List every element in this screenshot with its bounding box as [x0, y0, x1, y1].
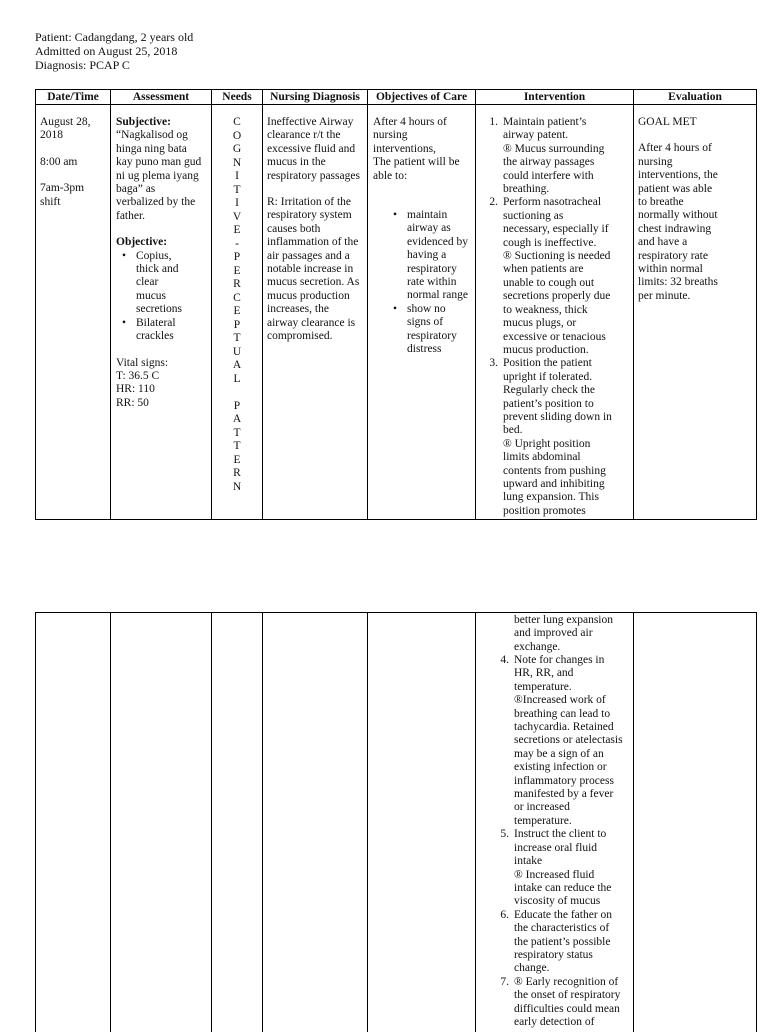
intervention-line: necessary, especially if — [503, 223, 609, 236]
needs-letter: E — [233, 224, 241, 236]
evaluation-line: nursing — [638, 155, 673, 168]
objective-line: thick and — [136, 263, 179, 276]
needs-letter: T — [233, 332, 241, 344]
objectives-intro-line: able to: — [373, 169, 408, 182]
subjective-line: baga” as — [116, 183, 156, 196]
objectives-intro-line: nursing — [373, 129, 408, 142]
intervention-number: 1. — [489, 116, 498, 128]
col-header-nursing-diagnosis: Nursing Diagnosis — [270, 91, 360, 103]
needs-letter: E — [233, 264, 241, 277]
needs-letter: R — [233, 467, 241, 479]
needs-letter — [212, 386, 262, 400]
intervention-line: may be a sign of an — [514, 747, 604, 760]
intervention-line: Regularly check the — [503, 384, 595, 397]
intervention-line: ® Early recognition of — [514, 975, 619, 988]
intervention-number: 4. — [500, 654, 509, 666]
needs-letter: E — [233, 453, 241, 466]
intervention-line: change. — [514, 962, 550, 975]
patient-header — [35, 30, 193, 72]
vital-temp: T: 36.5 C — [116, 369, 160, 382]
rationale-line: air passages and a — [267, 249, 350, 262]
goal-line: normal range — [407, 289, 468, 302]
needs-letter: P — [233, 251, 241, 263]
intervention-cell-continued-list — [491, 654, 633, 1029]
needs-letter: V — [232, 210, 242, 223]
intervention-line: excessive or tenacious — [503, 330, 606, 343]
intervention-line: limits abdominal — [503, 451, 581, 464]
objectives-cell — [373, 116, 474, 357]
intervention-item — [491, 828, 633, 908]
objective-goal — [387, 303, 474, 357]
goal-line: evidenced by — [407, 235, 468, 248]
rationale-line: mucus secretion. As — [267, 276, 360, 289]
subjective-line: “Nagkalisod og — [116, 129, 188, 142]
intervention-line: difficulties could mean — [514, 1002, 620, 1015]
intervention-number: 2. — [489, 196, 498, 209]
patient-name: Patient: Cadangdang, 2 years old — [35, 30, 194, 44]
objective-line: mucus — [136, 289, 167, 302]
shift-line: 7am-3pm — [40, 182, 85, 195]
shift-line: shift — [40, 195, 61, 208]
goal-status: GOAL MET — [638, 116, 697, 128]
intervention-line: ® Suctioning is needed — [503, 250, 611, 263]
intervention-item — [491, 909, 633, 976]
time-text: 8:00 am — [40, 155, 78, 168]
rationale-line: increases, the — [267, 303, 329, 316]
intervention-item — [480, 357, 632, 518]
rationale-line: compromised. — [267, 330, 333, 343]
goal-line: rate within — [407, 276, 457, 289]
intervention-number: 5. — [500, 828, 509, 841]
intervention-line: inflammatory process — [514, 774, 614, 787]
intervention-line: position promotes — [503, 504, 586, 517]
intervention-line: could interfere with — [503, 169, 594, 182]
care-plan-table — [35, 89, 757, 520]
objectives-intro-line: interventions, — [373, 142, 436, 155]
diagnosis-line: excessive fluid and — [267, 142, 356, 155]
intervention-line: mucus production. — [503, 343, 589, 356]
col-header-datetime: Date/Time — [47, 91, 99, 103]
needs-letter: P — [233, 318, 241, 331]
goal-line: having a — [407, 249, 447, 262]
rationale-line: inflammation of the — [267, 236, 359, 249]
objective-goal — [387, 209, 474, 303]
needs-letter: A — [232, 359, 242, 371]
evaluation-line: interventions, the — [638, 169, 718, 182]
subjective-line: hinga ning bata — [116, 142, 187, 155]
needs-letter: T — [233, 440, 241, 452]
intervention-line: Perform nasotracheal — [503, 196, 602, 209]
rationale-line: respiratory system — [267, 209, 352, 222]
intervention-list — [480, 116, 632, 518]
intervention-line: suctioning as — [503, 209, 564, 222]
rationale-line: notable increase in — [267, 263, 354, 276]
col-header-evaluation: Evaluation — [668, 91, 722, 103]
intervention-item — [491, 654, 633, 828]
needs-letter: O — [232, 129, 242, 142]
intervention-line: tachycardia. Retained — [514, 721, 614, 734]
care-plan-table-continued — [35, 612, 757, 1032]
diagnosis-line: respiratory passages — [267, 169, 360, 182]
goal-line: respiratory — [407, 262, 457, 275]
intervention-line: secretions or atelectasis — [514, 734, 623, 747]
intervention-line: to weakness, thick — [503, 303, 588, 316]
needs-letter: U — [232, 345, 242, 358]
needs-letter: L — [233, 372, 241, 385]
vital-rr: RR: 50 — [116, 396, 149, 409]
diagnosis-line: clearance r/t the — [267, 129, 341, 142]
col-header-objectives: Objectives of Care — [375, 91, 468, 103]
intervention-line: or increased — [514, 801, 570, 814]
diagnosis-line: Diagnosis: PCAP C — [35, 58, 130, 72]
intervention-line: intake can reduce the — [514, 881, 612, 894]
needs-letter: G — [232, 143, 242, 155]
intervention-item — [491, 976, 633, 1030]
diagnosis-line: mucus in the — [267, 156, 326, 169]
intervention-line: manifested by a fever — [514, 788, 614, 801]
intervention-number: 3. — [489, 357, 498, 370]
intervention-line: upward and inhibiting — [503, 477, 605, 490]
intervention-cell — [480, 116, 632, 518]
objective-list — [116, 250, 210, 344]
rationale-line: airway clearance is — [267, 316, 356, 329]
intervention-line: viscosity of mucus — [514, 895, 601, 908]
datetime-cell — [40, 116, 108, 209]
rationale-line: causes both — [267, 222, 321, 235]
needs-letter: N — [232, 480, 242, 493]
intervention-line: the patient’s possible — [514, 935, 611, 948]
intervention-item — [480, 196, 632, 357]
assessment-cell — [116, 116, 210, 410]
col-header-needs: Needs — [222, 91, 252, 103]
rationale-line: R: Irritation of the — [267, 196, 351, 209]
admission-date: Admitted on August 25, 2018 — [35, 44, 178, 58]
evaluation-line: patient was able — [638, 182, 713, 195]
subjective-line: verbalized by the — [116, 196, 196, 209]
intervention-line: better lung expansion — [514, 614, 614, 626]
intervention-line: unable to cough out — [503, 276, 595, 289]
evaluation-line: to breathe — [638, 196, 684, 209]
intervention-line: and improved air — [514, 627, 593, 640]
intervention-line: airway patent. — [503, 129, 569, 142]
evaluation-line: normally without — [638, 209, 718, 222]
intervention-line: respiratory status — [514, 948, 593, 961]
intervention-line: HR, RR, and — [514, 667, 574, 680]
intervention-line: lung expansion. This — [503, 491, 599, 504]
intervention-line: bed. — [503, 424, 523, 437]
evaluation-line: After 4 hours of — [638, 142, 712, 155]
intervention-line: temperature. — [514, 814, 572, 827]
date-line: 2018 — [40, 129, 63, 142]
intervention-line: the onset of respiratory — [514, 989, 621, 1002]
intervention-line: the airway passages — [503, 156, 595, 169]
date-line: August 28, — [40, 116, 91, 128]
intervention-line: secretions properly due — [503, 290, 611, 303]
intervention-line: Educate the father on — [514, 908, 613, 921]
vitals-label: Vital signs: — [116, 356, 169, 369]
needs-letter: A — [232, 413, 242, 425]
intervention-line: patient’s position to — [503, 397, 594, 410]
intervention-line: cough is ineffective. — [503, 236, 597, 249]
needs-letter: N — [232, 156, 242, 169]
objectives-intro-line: After 4 hours of — [373, 116, 447, 128]
nursing-diagnosis-cell — [267, 116, 366, 344]
intervention-line: the characteristics of — [514, 922, 610, 935]
evaluation-line: and have a — [638, 236, 688, 249]
needs-letter: - — [235, 237, 239, 250]
intervention-line: Position the patient — [503, 357, 592, 370]
goal-line: distress — [407, 343, 442, 356]
intervention-line: upright if tolerated. — [503, 370, 593, 383]
intervention-line: Maintain patient’s — [503, 116, 587, 128]
goal-line: • maintain — [407, 209, 448, 222]
objective-line: secretions — [136, 303, 182, 316]
evaluation-line: chest indrawing — [638, 222, 712, 235]
needs-letter: P — [233, 399, 241, 412]
intervention-line: early detection of — [514, 1015, 595, 1028]
subjective-line: father. — [116, 209, 146, 222]
objective-line: • Copius, — [136, 249, 172, 262]
intervention-line: mucus plugs, or — [503, 317, 577, 330]
intervention-line: contents from pushing — [503, 464, 606, 477]
evaluation-cell — [638, 116, 756, 303]
needs-letter: C — [233, 116, 241, 128]
rationale-line: mucus production — [267, 289, 350, 302]
objective-item — [116, 317, 210, 344]
intervention-line: ® Mucus surrounding — [503, 142, 605, 155]
needs-letter: T — [233, 183, 241, 196]
intervention-line: prevent sliding down in — [503, 410, 612, 423]
intervention-line: increase oral fluid — [514, 841, 598, 854]
intervention-line: Note for changes in — [514, 654, 605, 666]
needs-letter: C — [233, 291, 241, 304]
objective-label: Objective: — [116, 236, 168, 249]
needs-letter: I — [235, 170, 239, 182]
intervention-number: 7. — [500, 975, 509, 988]
intervention-line: ® Upright position — [503, 437, 591, 450]
goal-line: signs of — [407, 316, 444, 329]
subjective-label: Subjective: — [116, 116, 171, 128]
intervention-line: when patients are — [503, 263, 584, 276]
intervention-cell-continued — [514, 614, 632, 654]
objective-item — [116, 250, 210, 317]
intervention-number: 6. — [500, 908, 509, 921]
intervention-line: exchange. — [514, 640, 561, 653]
intervention-line: Instruct the client to — [514, 828, 607, 841]
objective-line: • Bilateral — [136, 316, 176, 329]
intervention-list — [491, 654, 633, 1029]
subjective-line: ni ug plema iyang — [116, 169, 199, 182]
subjective-line: kay puno man gud — [116, 156, 202, 169]
evaluation-line: limits: 32 breaths — [638, 276, 718, 289]
intervention-line: breathing. — [503, 183, 550, 196]
vital-hr: HR: 110 — [116, 383, 155, 396]
col-header-assessment: Assessment — [132, 91, 190, 103]
intervention-line: intake — [514, 855, 543, 868]
intervention-line: existing infection or — [514, 761, 607, 774]
goal-line: • show no — [407, 302, 446, 315]
needs-letter: R — [233, 278, 241, 290]
evaluation-line: per minute. — [638, 289, 691, 302]
objective-line: clear — [136, 276, 159, 289]
diagnosis-line: Ineffective Airway — [267, 116, 354, 128]
objectives-list — [373, 209, 474, 356]
intervention-item — [480, 116, 632, 196]
needs-letter: I — [235, 197, 239, 209]
objectives-intro-line: The patient will be — [373, 156, 460, 169]
objective-line: crackles — [136, 330, 174, 343]
intervention-line: ® Increased fluid — [514, 868, 595, 881]
intervention-line: breathing can lead to — [514, 707, 611, 720]
evaluation-line: within normal — [638, 263, 703, 276]
goal-line: airway as — [407, 222, 451, 235]
needs-letter: E — [233, 305, 241, 317]
intervention-line: temperature. — [514, 680, 572, 693]
needs-cell — [212, 116, 262, 494]
needs-letter: T — [233, 426, 241, 439]
goal-line: respiratory — [407, 329, 457, 342]
evaluation-line: respiratory rate — [638, 249, 708, 262]
intervention-line: ®Increased work of — [514, 694, 606, 707]
col-header-intervention: Intervention — [523, 91, 586, 103]
